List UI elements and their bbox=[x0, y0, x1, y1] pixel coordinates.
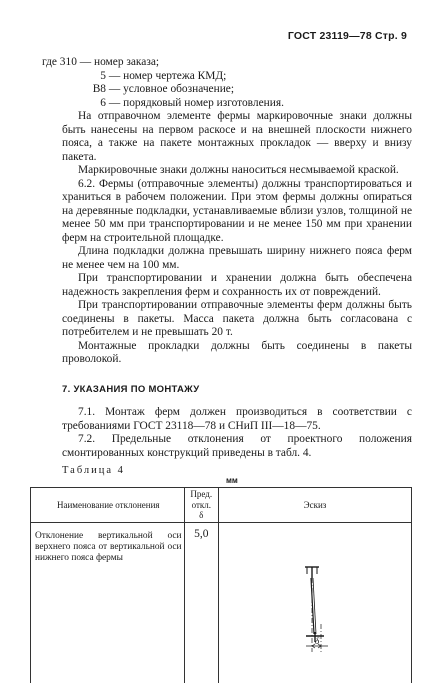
legend-row bbox=[62, 70, 412, 84]
paragraph-packages: При транспортировании отправочные элементы ферм должны быть соединены в пакеты. Масса пакета должна быть согласована с потребителем и не превышать 20 т. bbox=[62, 299, 412, 340]
tolerance-table bbox=[30, 487, 412, 683]
header-sketch: Эскиз bbox=[219, 488, 412, 523]
legend-code: 5 bbox=[62, 70, 106, 84]
legend-code: В8 bbox=[62, 83, 106, 97]
legend-desc: — номер чертежа КМД; bbox=[109, 70, 226, 82]
legend-desc: — номер заказа; bbox=[80, 56, 159, 68]
sketch-cell bbox=[219, 523, 412, 683]
header-tolerance bbox=[184, 488, 218, 523]
tolerance-value: 5,0 bbox=[184, 523, 218, 683]
header-tolerance-line2: откл. bbox=[186, 500, 217, 511]
paragraph-support-length: Длина подкладки должна превышать ширину нижнего пояса ферм не менее чем на 100 мм. bbox=[62, 245, 412, 272]
paragraph-marking-location: На отправочном элементе фермы маркировочные знаки должны быть нанесены на первом раскосе и на внешней плоскости нижнего пояса, а также на пакете монтажных прокладок — вверху и внизу пакета. bbox=[62, 110, 412, 164]
body-text bbox=[62, 56, 412, 478]
table-row bbox=[31, 523, 412, 683]
legend-row bbox=[62, 83, 412, 97]
legend-row bbox=[42, 56, 412, 70]
section-heading: 7. УКАЗАНИЯ ПО МОНТАЖУ bbox=[62, 383, 412, 397]
paragraph-7-1: 7.1. Монтаж ферм должен производиться в соответствии с требованиями ГОСТ 23118—78 и СНиП III—18—75. bbox=[62, 406, 412, 433]
legend-code: где 310 bbox=[42, 56, 77, 68]
paragraph-spacers: Монтажные прокладки должны быть соединены в пакеты проволокой. bbox=[62, 340, 412, 367]
header-tolerance-line1: Пред. bbox=[186, 489, 217, 500]
truss-offset-sketch bbox=[220, 524, 410, 674]
paragraph-7-2: 7.2. Предельные отклонения от проектного положения смонтированных конструкций приведены в табл. 4. bbox=[62, 433, 412, 460]
paragraph-marking-paint: Маркировочные знаки должны наноситься несмываемой краской. bbox=[62, 164, 412, 178]
page-header: ГОСТ 23119—78 Стр. 9 bbox=[288, 30, 407, 42]
table-header-row bbox=[31, 488, 412, 523]
legend-row bbox=[62, 97, 412, 111]
table-units: мм bbox=[226, 476, 238, 485]
table-caption: Таблица 4 bbox=[62, 464, 412, 478]
deviation-name: Отклонение вертикальной оси верхнего пояса от вертикальной оси нижнего пояса фермы bbox=[31, 523, 185, 683]
header-deviation-name: Наименование отклонения bbox=[31, 488, 185, 523]
legend-desc: — условное обозначение; bbox=[109, 83, 234, 95]
header-tolerance-line3: δ bbox=[186, 510, 217, 521]
paragraph-fastening: При транспортировании и хранении должна быть обеспечена надежность закрепления ферм и сохранность их от повреждений. bbox=[62, 272, 412, 299]
sketch-delta-label: δ bbox=[315, 636, 320, 646]
legend-desc: — порядковый номер изготовления. bbox=[109, 97, 284, 109]
legend-code: 6 bbox=[62, 97, 106, 111]
paragraph-6-2: 6.2. Фермы (отправочные элементы) должны транспортироваться и храниться в рабочем положении. При этом фермы должны опираться на деревянные подкладки, устанавливаемые вблизи узлов, толщиной не менее 50 мм при транспортировании и не менее 150 мм при хранении ферм на строительной площадке. bbox=[62, 178, 412, 246]
